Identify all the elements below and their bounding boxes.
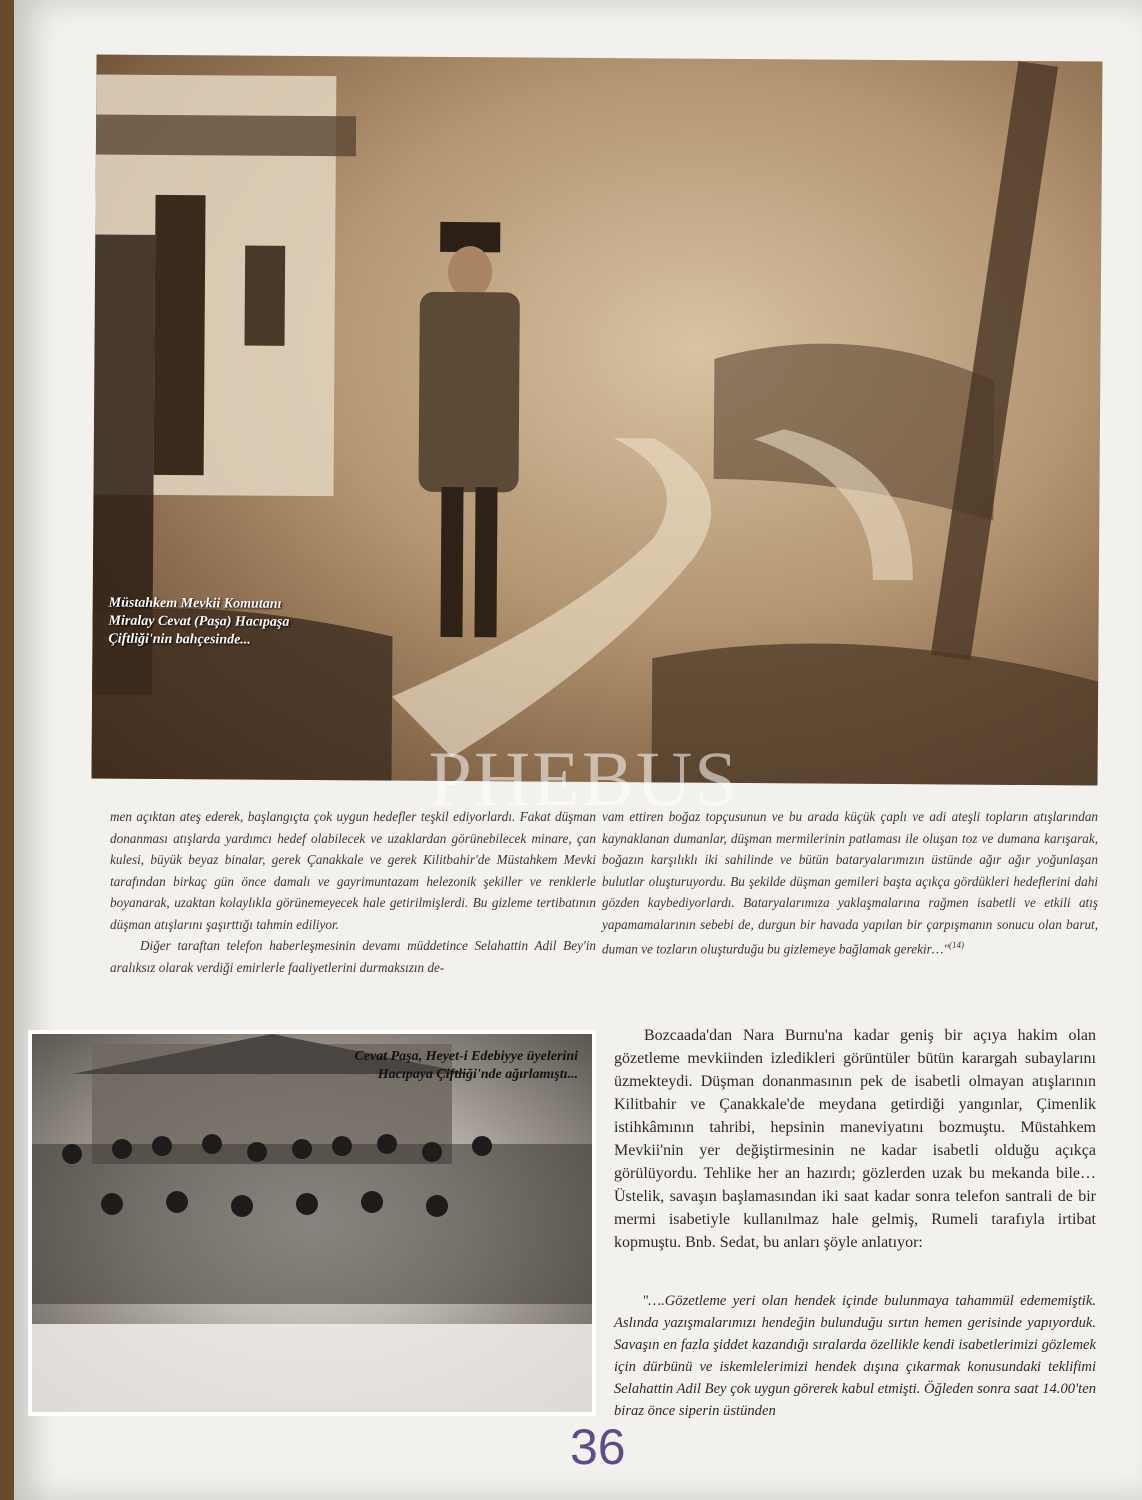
left-paragraph-2: Diğer taraftan telefon haberleşmesinin devamı müddetince Selahattin Adil Bey'in aralıksız olarak verdiği emirlerle faaliyetlerini durmaksızın de-	[110, 938, 596, 975]
photo2-caption: Cevat Paşa, Heyet-i Edebiyye üyelerini Hacıpaya Çiftliği'nde ağırlamıştı...	[354, 1049, 578, 1082]
quote-paragraph: "….Gözetleme yeri olan hendek içinde bulunmaya tahammül edememiştik. Aslında yazışmalarımızı hendeğin bulunduğu sırtın hemen gerisinde yapıyorduk. Savaşın en fazla şiddet kazandığı sıralarda özellikle kendi isabetlerimizi gözlemek için dürbünü ve iskemlelerimizi hendek dışına çıkarmak konusundaki teklifimi Selahattin Adil Bey çok uygun görerek kabul etmişti. Öğleden sonra saat 14.00'ten biraz önce siperin üstünden	[614, 1293, 1096, 1419]
photo-heyet-i-edebiyye-group	[32, 1034, 592, 1412]
right-italic-paragraph: vam ettiren boğaz topçusunun ve bu arada küçük çaplı ve adi ateşli topların atışlarından kaynaklanan dumanlar, düşman mermilerinin patlaması ile oluşan toz ve dumana karışarak, boğazın karşılıklı iki sahilinde ve bütün bataryalarımızın üstünde ağır ağır yoğunlaşan bulutlar oluşturuyordu. Bu şekilde düşman gemileri başta açıkça gördükleri hedeflerini dahi gözden kaybediyorlardı. Bataryalarımıza yaklaşmalarına rağmen isabetli ve etkili atış yapamamalarının sebebi de, durgun bir havada yapılan bir çarpışmanın sonucu olan barut, duman ve tozların oluşturduğu bu gizlemeye bağlamak gerekir…"	[602, 809, 1098, 957]
magazine-page	[14, 0, 1142, 1500]
watermark: PHEBUS	[428, 735, 740, 822]
photo1-caption: Müstahkem Mevkii Komutanı Miralay Cevat (Paşa) Hacıpaşa Çiftliği'nin bahçesinde...	[108, 595, 290, 648]
photo-cevat-pasa-garden	[91, 54, 1102, 785]
right-paragraph-1: Bozcaada'dan Nara Burnu'na kadar geniş bir açıya hakim olan gözetleme mevkiinden izledikleri görüntüler bütün karargah subaylarını üzmekteydi. Düşman donanmasının pek de isabetli olmayan atışlarının Kilitbahir ve Çanakkale'de meydana getirdiği yangınlar, Çimenlik istihkâmının tahribi, hepsinin maneviyatını bozmuştu. Müstahkem Mevkii'nin yer değiştirmesinin ne kadar isabetli olduğu açıkça görülüyordu. Tehlike her an hazırdı; gözlerden uzak bu mekanda bile… Üstelik, savaşın başlamasından iki saat kadar sonra telefon santrali de bir mermi isabetiyle kullanılmaz hale gelmiş, Rumeli tarafıyla irtibat kopmuştu. Bnb. Sedat, bu anları şöyle anlatıyor:	[614, 1027, 1096, 1251]
page-number: 36	[570, 1419, 626, 1475]
footnote-ref: (14)	[949, 940, 965, 950]
left-column-text	[110, 806, 596, 978]
left-paragraph-1: men açıktan ateş ederek, başlangıçta çok uygun hedefler teşkil ediyorlardı. Fakat düşman donanması atışlarda yardımcı hedef olabilecek ve uzaklardan görünebilecek minare, çan kulesi, büyük beyaz binalar, gerek Çanakkale ve gerek Kilitbahir'de Müstahkem Mevki tarafından birkaç gün önce damalı ve gayrimuntazam helezonik şekiller ve renklerle boyanarak, uzaktan kolaylıkla görünemeyecek hale getirilmişlerdi. Bu gizleme tertibatının düşman atışlarını şaşırttığı tahmin ediliyor.	[110, 809, 596, 932]
right-column-quote	[614, 1290, 1096, 1422]
right-column-body	[614, 1024, 1096, 1254]
right-column-italic-text	[602, 806, 1098, 960]
